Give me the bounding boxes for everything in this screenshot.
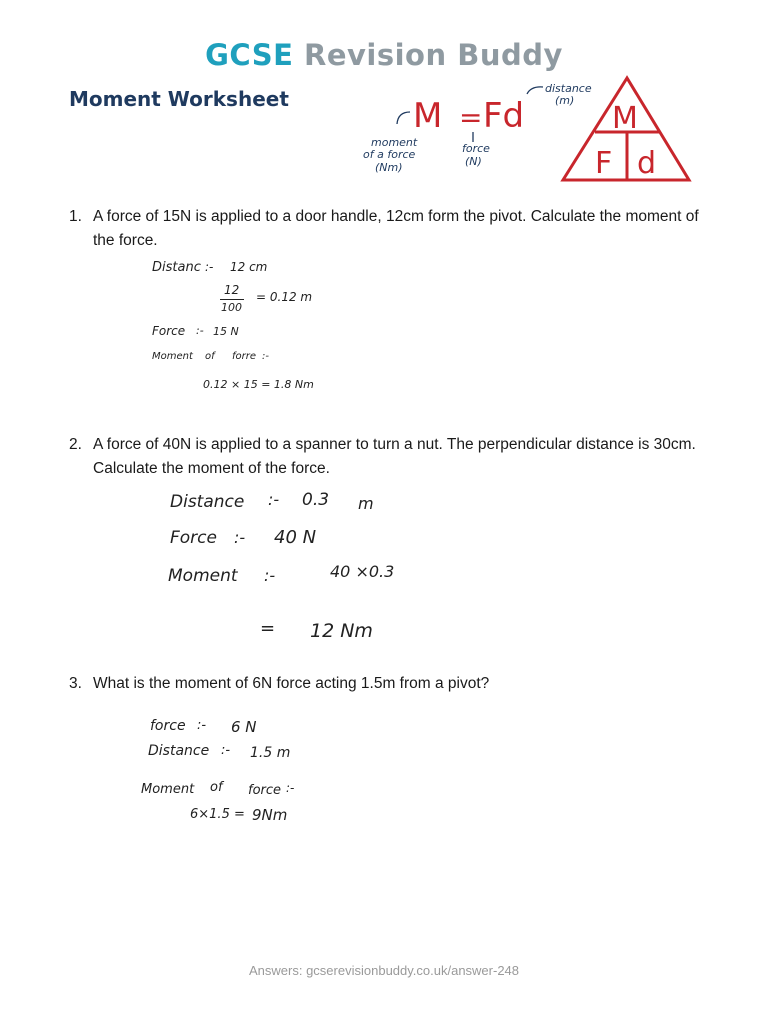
answer-fraction-denominator: 100 <box>221 301 242 314</box>
brand-logo <box>0 38 768 72</box>
answer-moment-force: forre <box>232 351 257 362</box>
label-distance-unit: (m) <box>555 94 575 107</box>
brand-logo-part2: Revision Buddy <box>304 38 563 72</box>
answer-force-sep: :- <box>196 324 204 337</box>
answer-moment-label: Moment <box>141 782 195 797</box>
fraction-bar <box>220 299 244 300</box>
brand-logo-part1: GCSE <box>205 38 294 72</box>
moment-pointer-line <box>397 112 410 124</box>
answer-moment-label: Moment <box>168 566 238 586</box>
question-2 <box>69 433 709 481</box>
answer-force-value: 15 N <box>213 325 239 338</box>
question-text: What is the moment of 6N force acting 1.5m from a pivot? <box>93 675 490 692</box>
answer-fraction-numerator: 12 <box>224 283 240 297</box>
label-moment-line1: moment <box>371 136 418 149</box>
answer-distance-label: Distance <box>170 492 245 512</box>
answer-fraction-result: = 0.12 m <box>256 290 313 304</box>
answer-distance-label: Distanc <box>152 260 201 275</box>
question-1 <box>69 205 709 253</box>
label-force-unit: (N) <box>465 155 482 168</box>
distance-pointer-line <box>527 87 543 94</box>
answer-moment-label: Moment <box>152 351 193 362</box>
answer-distance-value: 12 cm <box>230 260 268 274</box>
label-distance: distance <box>545 82 592 95</box>
answer-distance-value: 0.3 <box>302 490 330 510</box>
answer-result: 9Nm <box>252 806 288 824</box>
answer-moment-sep: :- <box>264 566 276 585</box>
equation-equals: = <box>459 101 483 134</box>
answer-force-value: 6 N <box>231 718 257 736</box>
answers-link[interactable]: gcserevisionbuddy.co.uk/answer-248 <box>306 963 520 978</box>
answer-force-sep: :- <box>197 718 207 733</box>
label-moment-line2: of a force <box>363 148 416 161</box>
answer-result: 12 Nm <box>310 620 373 642</box>
answer-moment-sep: :- <box>286 781 295 795</box>
triangle-m: M <box>612 101 638 136</box>
question-text: A force of 15N is applied to a door handle, 12cm form the pivot. Calculate the moment of the force. <box>93 208 699 249</box>
triangle-d: d <box>637 146 657 181</box>
answer-moment-of: of <box>210 780 223 795</box>
answer-distance-sep: :- <box>268 490 280 509</box>
answer-distance-unit: m <box>358 494 374 513</box>
answer-result-equals: = <box>260 618 276 639</box>
answer-distance-sep: :- <box>205 260 214 274</box>
moment-formula-graphic <box>355 72 695 192</box>
label-force: force <box>462 142 490 155</box>
answer-force-value: 40 N <box>274 527 317 548</box>
footer-label: Answers: <box>248 963 303 978</box>
answer-moment-of: of <box>205 351 215 362</box>
question-number: 1. <box>69 208 82 225</box>
question-number: 3. <box>69 675 82 692</box>
question-text: A force of 40N is applied to a spanner to turn a nut. The perpendicular distance is 30cm. Calculate the moment of the force. <box>93 436 696 477</box>
triangle-f: F <box>595 146 613 181</box>
question-number: 2. <box>69 436 82 453</box>
answer-moment-force: force <box>248 783 282 798</box>
answer-force-sep: :- <box>234 528 246 547</box>
answer-force-label: Force <box>152 324 186 338</box>
answer-moment-sep: :- <box>262 351 269 362</box>
answer-force-label: force <box>150 718 186 734</box>
answer-force-label: Force <box>170 528 217 548</box>
answer-distance-label: Distance <box>148 743 210 759</box>
answer-distance-value: 1.5 m <box>250 745 291 761</box>
equation-fd: Fd <box>483 96 525 136</box>
page-title: Moment Worksheet <box>69 87 289 111</box>
answer-calculation: 0.12 × 15 = 1.8 Nm <box>203 378 314 391</box>
answer-moment-calc: 40 ×0.3 <box>330 562 395 581</box>
equation-m: M <box>413 96 443 136</box>
label-moment-unit: (Nm) <box>375 161 403 174</box>
answer-calculation: 6×1.5 = <box>190 807 245 822</box>
footer <box>0 963 768 978</box>
answer-distance-sep: :- <box>221 743 231 758</box>
question-3 <box>69 672 709 696</box>
